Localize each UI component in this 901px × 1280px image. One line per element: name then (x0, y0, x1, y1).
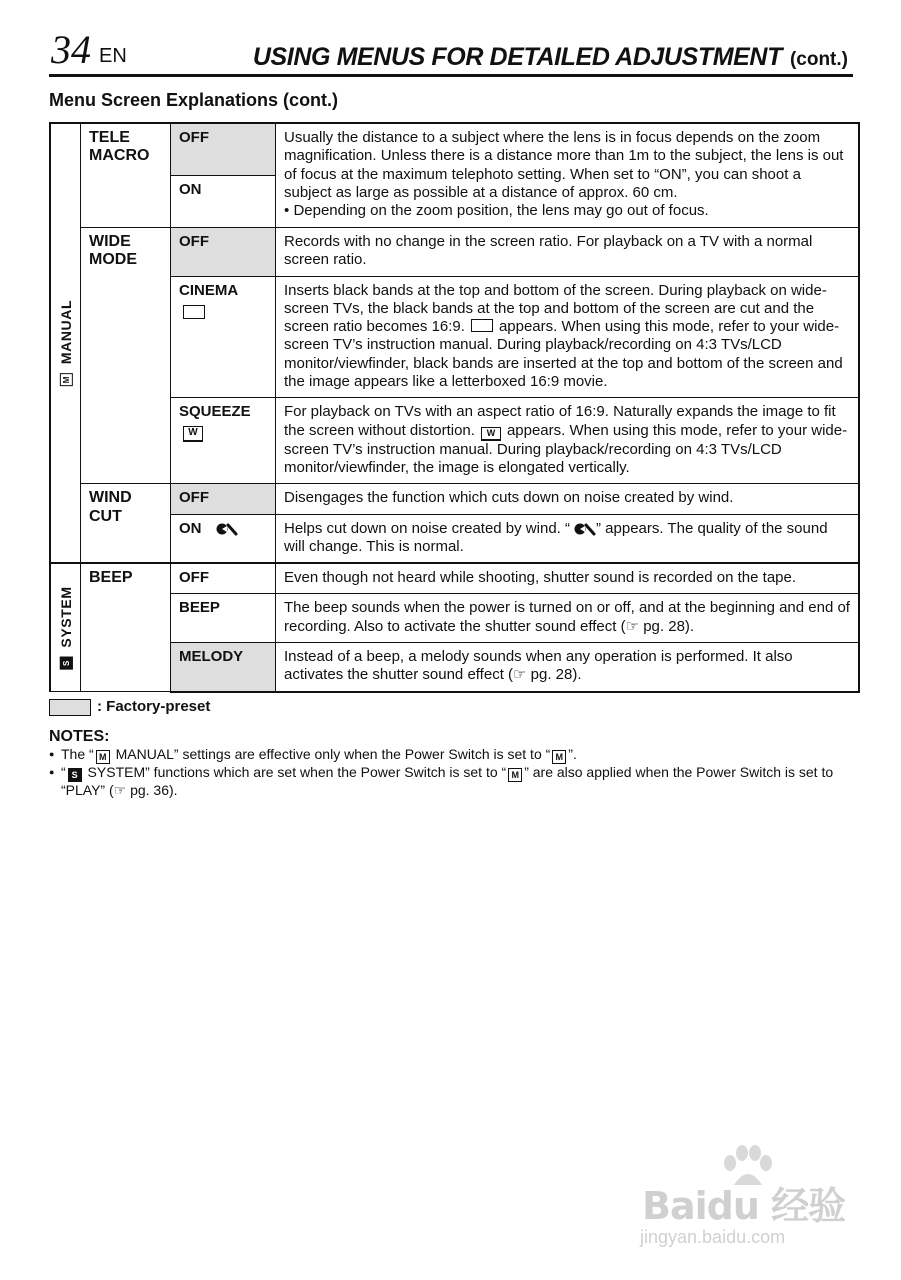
description: Disengages the function which cuts down on noise created by wind. (276, 484, 860, 514)
notes (49, 746, 854, 800)
item-tele-macro: TELE MACRO (81, 123, 171, 228)
description-text: ” appears. The quality of the sound will change. This is normal. (284, 519, 828, 555)
note-item: ● “ S SYSTEM” functions which are set when the Power Switch is set to “ M ” are also applied when the Power Switch is set to “PLAY” (☞ pg. 36). (49, 764, 854, 800)
description-text: appears. When using this mode, refer to your wide-screen TV’s instruction manual. During playback/recording on 4:3 TVs/LCD monitor/viewfinder, black bands are inserted at the top and bottom of the screen and the image appears like a letterboxed 16:9 movie. (284, 318, 843, 391)
option-melody: MELODY (171, 643, 276, 692)
description-text: Usually the distance to a subject where the lens is in focus depends on the zoom magnification. Unless there is a distance more than 1m to the subject, the lens is out of focus at the maximum telephoto setting. When set to “ON”, you can shoot a subject as large as possible at a distance of approx. 60 cm. (284, 129, 844, 201)
menu-table (49, 122, 860, 693)
cinema-icon (471, 319, 493, 332)
description (276, 514, 860, 563)
option-label: ON (179, 519, 202, 537)
table-row (50, 398, 859, 484)
watermark-url: jingyan.baidu.com (640, 1227, 786, 1247)
manual-icon: M (96, 750, 110, 764)
option-squeeze (171, 398, 276, 484)
manual-group (50, 123, 859, 563)
table-row (50, 228, 859, 277)
wind-cut-icon (216, 522, 238, 536)
option-off: OFF (171, 484, 276, 514)
wind-cut-icon (574, 522, 596, 536)
system-icon: S (68, 768, 82, 782)
factory-preset-legend (49, 698, 210, 716)
chapter-title-cont: (cont.) (789, 49, 848, 70)
cinema-icon (183, 305, 205, 319)
squeeze-icon: W (481, 427, 501, 441)
watermark-brand: Baidu 经验 (642, 1184, 846, 1228)
description: Even though not heard while shooting, shutter sound is recorded on the tape. (276, 563, 860, 594)
chapter-title-text: USING MENUS FOR DETAILED ADJUSTMENT (252, 43, 782, 71)
description (276, 123, 860, 228)
table-row (50, 484, 859, 514)
option-off: OFF (171, 123, 276, 176)
item-wind-cut: WIND CUT (81, 484, 171, 563)
description-text: appears. When using this mode, refer to your wide-screen TV’s instruction manual. During playback/recording on 4:3 TVs/LCD monitor/viewfinder, the image is elongated vertically. (284, 421, 848, 476)
option-off: OFF (171, 228, 276, 277)
option-on: ON (171, 176, 276, 228)
language-code: EN (99, 45, 127, 67)
category-label: MANUAL (57, 299, 74, 365)
option-beep: BEEP (171, 594, 276, 643)
table-row (50, 643, 859, 692)
description (276, 276, 860, 398)
table-row (50, 594, 859, 643)
description: Instead of a beep, a melody sounds when any operation is performed. It also activates the shutter sound effect (☞ pg. 28). (276, 643, 860, 692)
page-header (49, 28, 853, 77)
manual-icon: M (59, 373, 72, 386)
page-number: 34 (51, 27, 91, 72)
bullet-dot: • (284, 202, 290, 220)
description-bullet: Depending on the zoom position, the lens may go out of focus. (293, 202, 709, 220)
table-row (50, 276, 859, 398)
option-off: OFF (171, 563, 276, 594)
chapter-title (253, 42, 848, 76)
category-manual (50, 123, 81, 563)
category-label: SYSTEM (57, 586, 74, 648)
notes-title: NOTES: (49, 728, 110, 745)
description-text: For playback on TVs with an aspect ratio of 16:9. Naturally expands the image to fit the screen without distortion. (284, 403, 836, 439)
item-wide-mode: WIDE MODE (81, 228, 171, 484)
item-beep: BEEP (81, 563, 171, 691)
baidu-watermark (640, 1145, 850, 1255)
option-label: CINEMA (179, 281, 239, 299)
category-system (50, 563, 81, 691)
manual-switch-icon: M (508, 768, 522, 782)
section-title: Menu Screen Explanations (cont.) (49, 90, 339, 110)
description: Records with no change in the screen ratio. For playback on a TV with a normal screen ratio. (276, 228, 860, 277)
note-item: ● The “ M MANUAL” settings are effective only when the Power Switch is set to “ M ”. (49, 746, 854, 764)
preset-swatch (49, 699, 91, 716)
table-row (50, 563, 859, 594)
option-on (171, 514, 276, 563)
description-text: Helps cut down on noise created by wind. “ (284, 519, 570, 537)
table-row (50, 123, 859, 176)
description: The beep sounds when the power is turned on or off, and at the beginning and end of recording. Also to activate the shutter sound effect (☞ pg. 28). (276, 594, 860, 643)
legend-text: : Factory-preset (97, 698, 211, 715)
description-text: Inserts black bands at the top and bottom of the screen. During playback on wide-screen TVs, the black bands at the top and bottom of the screen are cut and the screen ratio becomes 16:9. (284, 281, 827, 336)
manual-switch-icon: M (552, 750, 566, 764)
description (276, 398, 860, 484)
table-row (50, 514, 859, 563)
system-icon: S (59, 656, 72, 669)
system-group (50, 563, 859, 691)
option-label: SQUEEZE (179, 403, 251, 421)
squeeze-icon: W (183, 426, 203, 442)
option-cinema (171, 276, 276, 398)
